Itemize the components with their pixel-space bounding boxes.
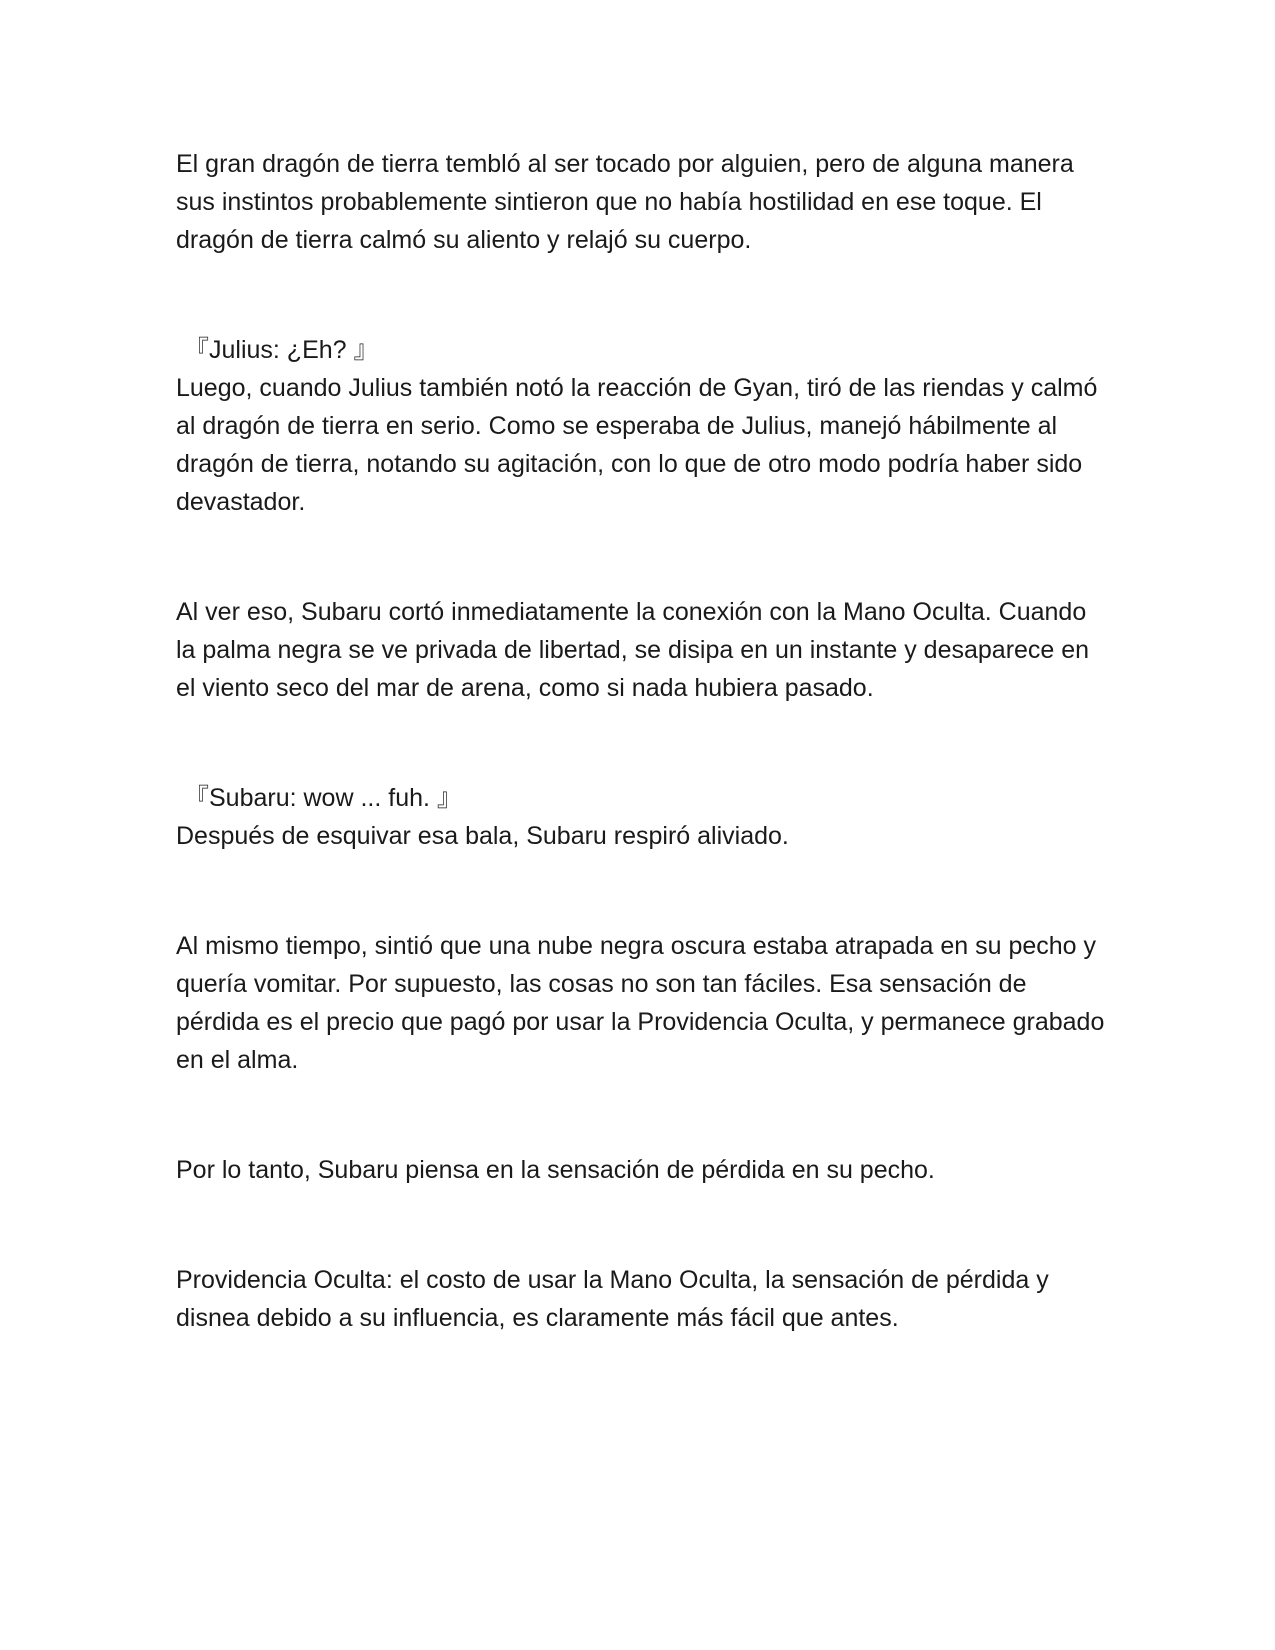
paragraph: El gran dragón de tierra tembló al ser tocado por alguien, pero de alguna manera sus instintos probablemente sintieron que no había hostilidad en ese toque. El dragón de tierra calmó su aliento y relajó su cuerpo.	[176, 150, 1074, 254]
paragraph: Por lo tanto, Subaru piensa en la sensación de pérdida en su pecho.	[176, 1156, 935, 1184]
paragraph: Después de esquivar esa bala, Subaru respiró aliviado.	[176, 822, 789, 850]
document-body	[176, 145, 1106, 1337]
paragraph: Luego, cuando Julius también notó la reacción de Gyan, tiró de las riendas y calmó al dragón de tierra en serio. Como se esperaba de Julius, manejó hábilmente al dragón de tierra, notando su agitación, con lo que de otro modo podría haber sido devastador.	[176, 374, 1098, 516]
paragraph: Al ver eso, Subaru cortó inmediatamente la conexión con la Mano Oculta. Cuando la palma negra se ve privada de libertad, se disipa en un instante y desaparece en el viento seco del mar de arena, como si nada hubiera pasado.	[176, 598, 1090, 702]
dialogue-line: 『Julius: ¿Eh? 』	[184, 336, 379, 364]
paragraph: Al mismo tiempo, sintió que una nube negra oscura estaba atrapada en su pecho y quería vomitar. Por supuesto, las cosas no son tan fáciles. Esa sensación de pérdida es el precio que pagó por usar la Providencia Oculta, y permanece grabado en el alma.	[176, 932, 1105, 1074]
paragraph: Providencia Oculta: el costo de usar la Mano Oculta, la sensación de pérdida y disnea debido a su influencia, es claramente más fácil que antes.	[176, 1266, 1049, 1332]
dialogue-line: 『Subaru: wow ... fuh. 』	[184, 784, 462, 812]
